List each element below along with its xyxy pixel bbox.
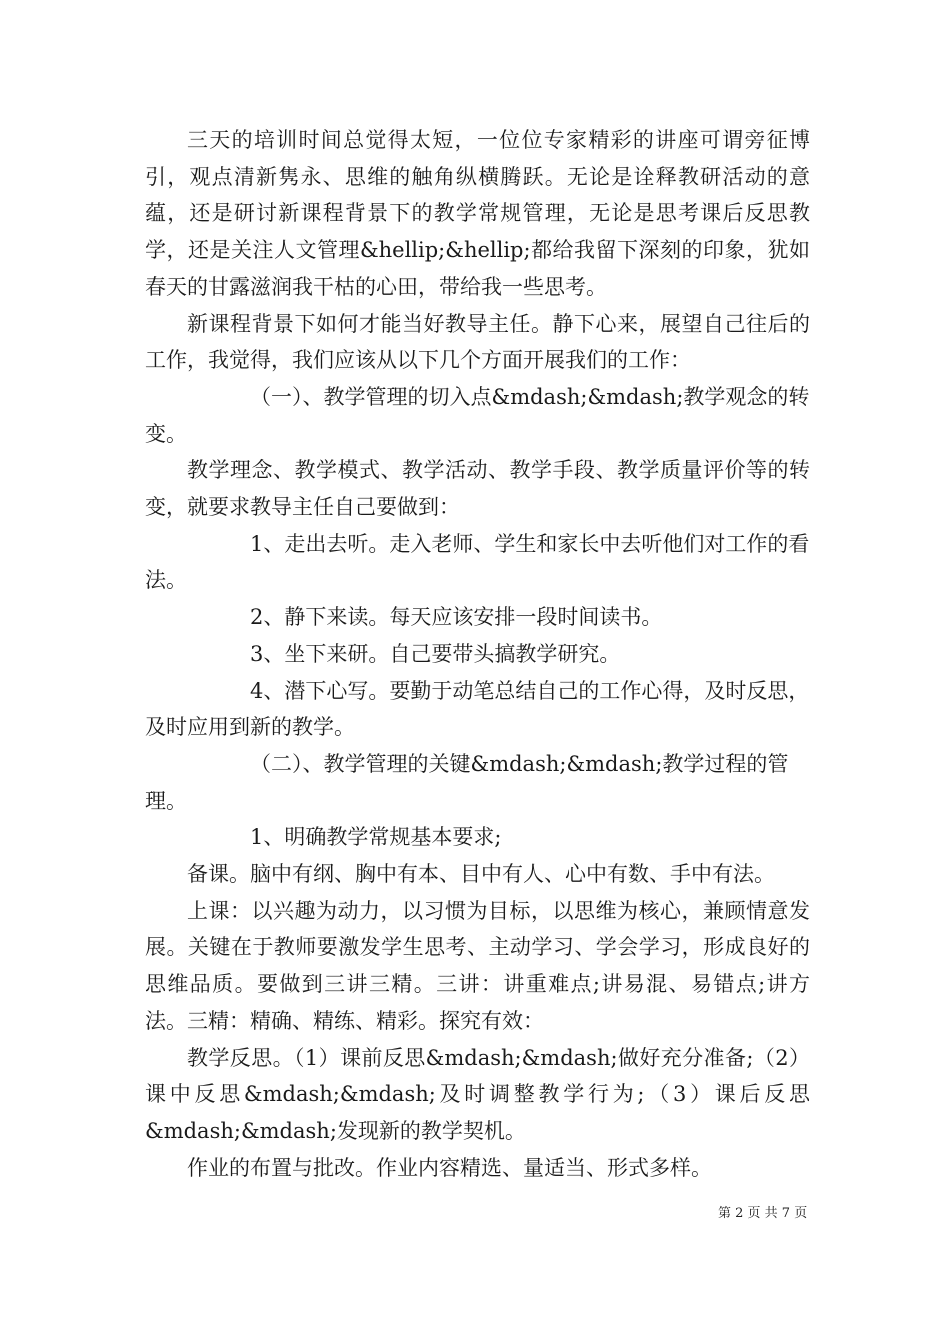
paragraph-intro: 三天的培训时间总觉得太短，一位位专家精彩的讲座可谓旁征博引，观点清新隽永、思维的触角纵横腾跃。无论是诠释教研活动的意蕴，还是研讨新课程背景下的教学常规管理，无论是思考课后反思教学，还是关注人文管理&hellip;&hellip;都给我留下深刻的印象，犹如春天的甘露滋润我干枯的心田，带给我一些思考。 (145, 128, 810, 299)
paragraph-lesson-prep: 备课。脑中有纲、胸中有本、目中有人、心中有数、手中有法。 (187, 862, 775, 887)
list-item-listen: 1、走出去听。走入老师、学生和家长中去听他们对工作的看法。 (145, 531, 810, 593)
paragraph-reflection: 新课程背景下如何才能当好教导主任。静下心来，展望自己往后的工作，我觉得，我们应该从以下几个方面开展我们的工作： (145, 311, 810, 373)
paragraph-homework: 作业的布置与批改。作业内容精选、量适当、形式多样。 (187, 1155, 712, 1180)
list-item-read: 2、静下来读。每天应该安排一段时间读书。 (250, 605, 663, 630)
paragraph-concept-change: 教学理念、教学模式、教学活动、教学手段、教学质量评价等的转变，就要求教导主任自己要做到： (145, 458, 810, 520)
body-text (145, 122, 810, 1186)
list-item-write: 4、潜下心写。要勤于动笔总结自己的工作心得，及时反思，及时应用到新的教学。 (145, 678, 810, 740)
section-heading-2: （二）、教学管理的关键&mdash;&mdash;教学过程的管理。 (145, 751, 789, 813)
section-heading-1: （一）、教学管理的切入点&mdash;&mdash;教学观念的转变。 (145, 384, 810, 446)
list-item-requirements: 1、明确教学常规基本要求; (250, 825, 502, 850)
paragraph-teaching-reflection: 教学反思。（1）课前反思&mdash;&mdash;做好充分准备;（2）课中反思&mdash;&mdash;及时调整教学行为;（3）课后反思&mdash;&mdash;发现新的教学契机。 (145, 1045, 810, 1143)
page-number: 第 2 页 共 7 页 (718, 1206, 808, 1221)
list-item-research: 3、坐下来研。自己要带头搞教学研究。 (250, 641, 621, 666)
paragraph-class: 上课：以兴趣为动力，以习惯为目标，以思维为核心，兼顾情意发展。关键在于教师要激发学生思考、主动学习、学会学习，形成良好的思维品质。要做到三讲三精。三讲：讲重难点;讲易混、易错点;讲方法。三精：精确、精练、精彩。探究有效： (145, 898, 810, 1033)
